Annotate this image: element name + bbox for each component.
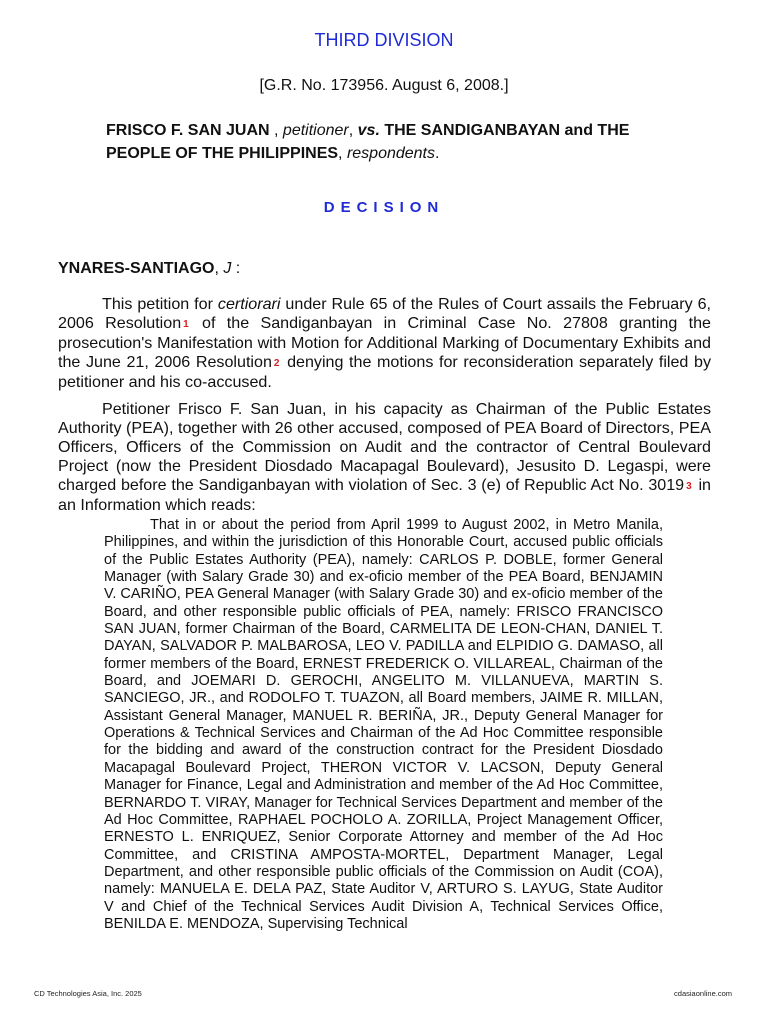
p2-text-a: Petitioner Frisco F. San Juan, in his capacity as Chairman of the Public Estates Authority (PEA), together with 26 other accused, composed of PEA Board of Directors, PEA Officers, Officers of the Commission on Audit and the contractor of Central Boulevard Project (now the President Diosdado Macapagal Boulevard), Jesusito D. Legaspi, were charged before the Sandiganbayan with violation of Sec. 3 (e) of Republic Act No. 3019: [58, 400, 711, 494]
p1-certiorari: certiorari: [217, 295, 281, 313]
footnote-link-1[interactable]: 1: [183, 319, 189, 330]
p1-text-b: under Rule 65 of the Rules of Court assails the February 6, 2006 Resolution: [58, 295, 711, 332]
division-heading: THIRD DIVISION: [314, 30, 454, 50]
ponente-title: J: [223, 260, 232, 277]
p1-text-c: of the Sandiganbayan in Criminal Case No. 27808 granting the prosecution's Manifestation with Motion for Additional Marking of Documentary Exhibits and the June 21, 2006 Resolution: [58, 314, 711, 371]
respondent-names: THE SANDIGANBAYAN and THE PEOPLE OF THE PHILIPPINES: [106, 122, 630, 162]
ponente: YNARES-SANTIAGO, J :: [58, 260, 241, 277]
case-parties: FRISCO F. SAN JUAN , petitioner, vs. THE SANDIGANBAYAN and THE PEOPLE OF THE PHILIPPINES, respondents.: [106, 122, 630, 162]
ponente-name: YNARES-SANTIAGO: [58, 260, 215, 277]
p2-text-b: in an Information which reads:: [58, 476, 711, 514]
footnote-link-3[interactable]: 3: [686, 481, 692, 492]
footer-publisher: CD Technologies Asia, Inc. 2025: [34, 989, 142, 998]
case-number: [G.R. No. 173956. August 6, 2008.]: [259, 77, 509, 94]
footer-site: cdasiaonline.com: [674, 989, 732, 998]
decision-heading: DECISION: [323, 199, 445, 216]
p1-text-d: denying the motions for reconsideration separately filed by petitioner and his co-accused.: [58, 353, 711, 391]
paragraph-1: [58, 295, 711, 392]
paragraph-2: [58, 400, 711, 515]
petitioner-name: FRISCO F. SAN JUAN: [106, 122, 270, 139]
versus: vs.: [357, 122, 380, 139]
information-quote: That in or about the period from April 1999 to August 2002, in Metro Manila, Philippines, and within the jurisdiction of this Honorable Court, accused public officials of the Public Estates Authority (PEA), namely: CARLOS P. DOBLE, former General Manager (with Salary Grade 30) and ex-oficio member of the PEA Board, BENJAMIN V. CARIÑO, PEA General Manager (with Salary Grade 30) and ex-oficio member of the Board, and other responsible public officials of PEA, namely: FRISCO FRANCISCO SAN JUAN, former Chairman of the Board, CARMELITA DE LEON-CHAN, DANIEL T. DAYAN, SALVADOR P. MALBAROSA, LEO V. PADILLA and ELPIDIO G. DAMASO, all former members of the Board, ERNEST FREDERICK O. VILLAREAL, Chairman of the Board, and JOEMARI D. GEROCHI, ANGELITO M. VILLANUEVA, MARTIN S. SANCIEGO, JR., and RODOLFO T. TUAZON, all Board members, JAIME R. MILLAN, Assistant General Manager, MANUEL R. BERIÑA, JR., Deputy General Manager for Operations & Technical Services and Chairman of the Ad Hoc Committee responsible for the bidding and award of the construction contract for the President Diosdado Macapagal Boulevard Project, THERON VICTOR V. LACSON, Deputy General Manager for Finance, Legal and Administration and member of the Ad Hoc Committee, BERNARDO T. VIRAY, Manager for Technical Services Department and member of the Ad Hoc Committee, RAPHAEL POCHOLO A. ZORILLA, Project Management Officer, ERNESTO L. ENRIQUEZ, Senior Corporate Attorney and member of the Ad Hoc Committee, and CRISTINA AMPOSTA-MORTEL, Department Manager, Legal Department, and other responsible public officials of the Commission on Audit (COA), namely: MANUELA E. DELA PAZ, State Auditor V, ARTURO S. LAYUG, State Auditor V and Chief of the Technical Services Audit Division A, Technical Services Office, BENILDA E. MENDOZA, Supervising Technical: [104, 517, 663, 932]
petitioner-role: petitioner: [282, 122, 349, 139]
footnote-link-2[interactable]: 2: [273, 358, 280, 369]
p1-text-a: This petition for: [102, 295, 218, 313]
respondent-role: respondents: [346, 145, 435, 162]
